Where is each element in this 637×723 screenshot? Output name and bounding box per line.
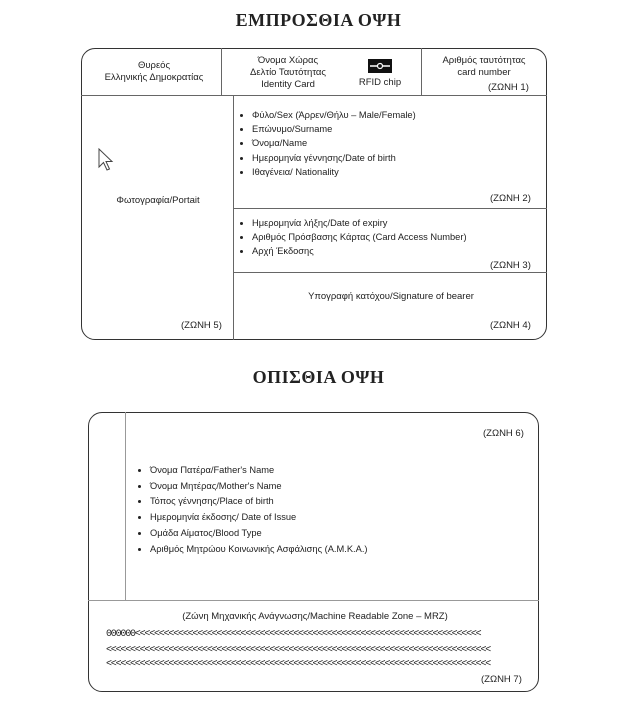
- list-item: • Τόπος γέννησης/Place of birth: [150, 494, 530, 510]
- list-item: • Ιθαγένεια/ Nationality: [252, 165, 552, 179]
- zone5-label: (ΖΩΝΗ 5): [181, 320, 222, 331]
- zone1-label: (ΖΩΝΗ 1): [488, 82, 529, 93]
- back-list: [140, 463, 530, 557]
- cursor-icon: [98, 148, 114, 172]
- rfid-chip-icon: [367, 58, 393, 74]
- list-item: • Φύλο/Sex (Άρρεν/Θήλυ – Male/Female): [252, 108, 552, 122]
- mrz-line-3: <<<<<<<<<<<<<<<<<<<<<<<<<<<<<<<<<<<<<<<<<<<<<<<<<<<<<<<<<<<<<<<<<<<<<<<<<<<<<<<<: [106, 659, 491, 670]
- list-item: • Αριθμός Μητρώου Κοινωνικής Ασφάλισης (Α.Μ.Κ.Α.): [150, 542, 530, 558]
- zone3-list: [242, 216, 552, 259]
- photo-label: Φωτογραφία/Portait: [116, 195, 200, 206]
- rfid-label: RFID chip: [358, 77, 402, 88]
- front-divider-2: [421, 48, 422, 96]
- list-item: • Αριθμός Πρόσβασης Κάρτας (Card Access Number): [252, 230, 552, 244]
- front-divider-1: [221, 48, 222, 96]
- list-item: • Ομάδα Αίματος/Blood Type: [150, 526, 530, 542]
- zone2-label: (ΖΩΝΗ 2): [490, 193, 531, 204]
- back-heading: ΟΠΙΣΘΙΑ ΟΨΗ: [252, 367, 385, 387]
- zone3-label: (ΖΩΝΗ 3): [490, 260, 531, 271]
- list-item: • Ημερομηνία γέννησης/Date of birth: [252, 151, 552, 165]
- coat-of-arms-label: Θυρεός Ελληνικής Δημοκρατίας: [104, 60, 204, 83]
- front-heading: ΕΜΠΡΟΣΘΙΑ ΟΨΗ: [235, 10, 402, 30]
- front-divider-3: [233, 96, 234, 340]
- mrz-line-2: <<<<<<<<<<<<<<<<<<<<<<<<<<<<<<<<<<<<<<<<<<<<<<<<<<<<<<<<<<<<<<<<<<<<<<<<<<<<<<<<: [106, 645, 491, 656]
- list-item: • Όνομα Πατέρα/Father's Name: [150, 463, 530, 479]
- mrz-line-1: 000000<<<<<<<<<<<<<<<<<<<<<<<<<<<<<<<<<<<<<<<<<<<<<<<<<<<<<<<<<<<<<<<<<<<<<<<<: [106, 629, 481, 640]
- zone6-label: (ΖΩΝΗ 6): [483, 428, 524, 439]
- back-divider-1: [125, 412, 126, 600]
- signature-label: Υπογραφή κατόχου/Signature of bearer: [308, 291, 474, 302]
- list-item: • Ημερομηνία έκδοσης/ Date of Issue: [150, 510, 530, 526]
- zone7-label: (ΖΩΝΗ 7): [481, 674, 522, 685]
- mrz-title: (Ζώνη Μηχανικής Ανάγνωσης/Machine Readable Zone – MRZ): [182, 611, 448, 622]
- list-item: • Επώνυμο/Surname: [252, 122, 552, 136]
- list-item: • Αρχή Έκδοσης: [252, 244, 552, 258]
- zone2-list: [242, 108, 552, 179]
- zone4-label: (ΖΩΝΗ 4): [490, 320, 531, 331]
- front-row-divider: [81, 95, 547, 96]
- country-label: Όνομα Χώρας Δελτίο Ταυτότητας Identity Card: [249, 55, 327, 90]
- list-item: • Όνομα/Name: [252, 136, 552, 150]
- card-number-label: Αριθμός ταυτότητας card number: [442, 55, 526, 78]
- list-item: • Όνομα Μητέρας/Mother's Name: [150, 479, 530, 495]
- list-item: • Ημερομηνία λήξης/Date of expiry: [252, 216, 552, 230]
- front-divider-4: [233, 208, 547, 209]
- back-divider-2: [88, 600, 539, 601]
- front-divider-5: [233, 272, 547, 273]
